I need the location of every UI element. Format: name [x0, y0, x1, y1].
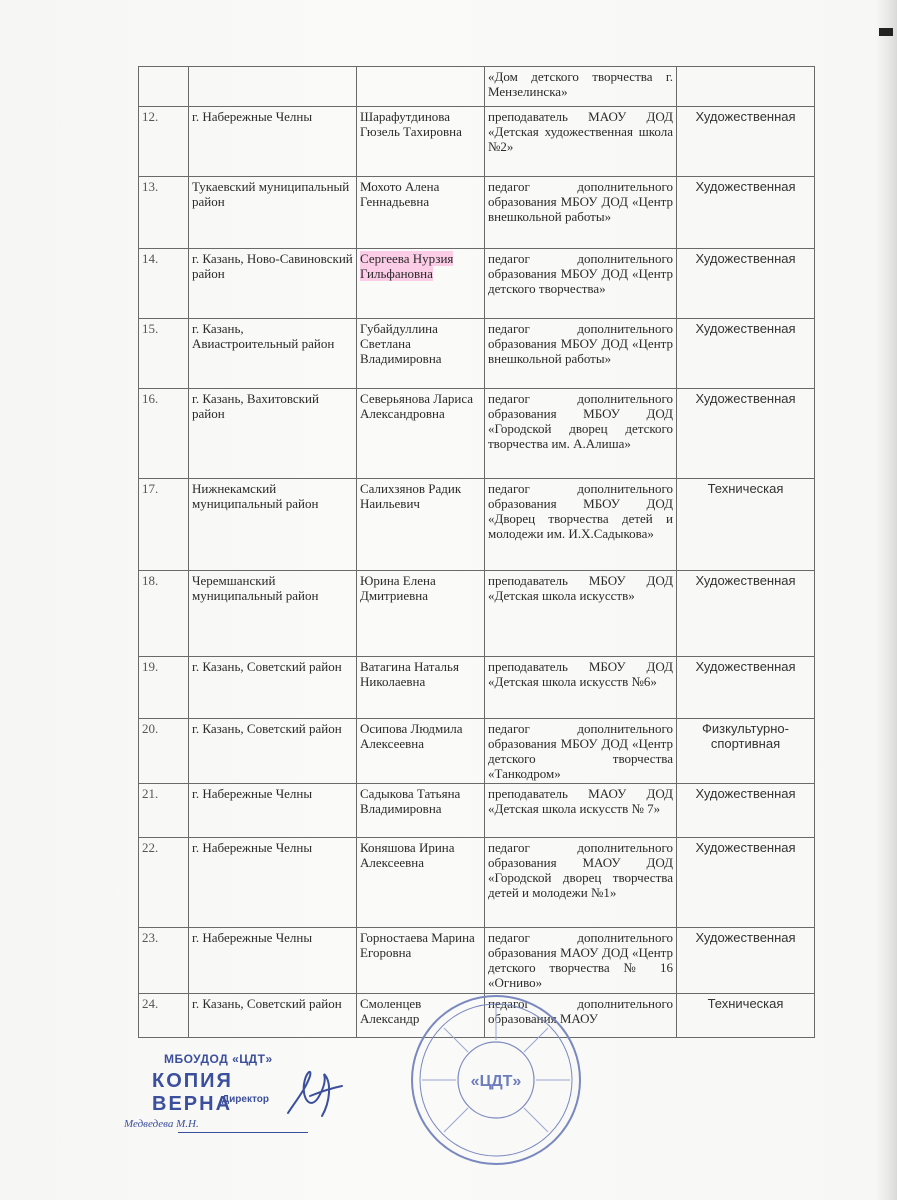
row-number [139, 657, 189, 719]
row-district [189, 657, 357, 719]
row-person-name-text: Мохото Алена Геннадьевна [360, 179, 440, 209]
round-seal-icon [408, 992, 584, 1168]
participants-table-body [139, 67, 815, 1038]
row-person-name [357, 784, 485, 838]
row-position-organization [485, 928, 677, 994]
row-direction [677, 571, 815, 657]
row-person-name [357, 657, 485, 719]
row-district [189, 838, 357, 928]
table-row [139, 479, 815, 571]
row-district [189, 994, 357, 1038]
table-row [139, 249, 815, 319]
row-person-name-text: Северьянова Лариса Александровна [360, 391, 474, 421]
row-direction-text: Художественная [695, 786, 796, 801]
row-person-name [357, 177, 485, 249]
row-position-organization [485, 177, 677, 249]
row-position-organization-text: педагог дополнительного образования МБОУ ДОД «Центр детского творчества «Танкодром» [488, 721, 673, 781]
row-direction-text: Художественная [695, 179, 796, 194]
row-person-name [357, 249, 485, 319]
row-position-organization-text: педагог дополнительного образования МАОУ ДОД «Центр детского творчества № 16 «Огниво» [488, 930, 673, 990]
stamp-signer: Медведева М.Н. [124, 1118, 199, 1130]
row-direction [677, 479, 815, 571]
row-person-name [357, 479, 485, 571]
row-number-text: 20. [142, 721, 159, 736]
row-person-name-text: Губайдуллина Светлана Владимировна [360, 321, 442, 366]
row-number [139, 107, 189, 177]
row-person-name [357, 719, 485, 784]
stamp-title: КОПИЯ ВЕРНА [152, 1070, 233, 1115]
row-direction-text: Художественная [695, 321, 796, 336]
row-direction [677, 994, 815, 1038]
row-number-text: 16. [142, 391, 159, 406]
row-direction-text: Художественная [695, 573, 796, 588]
row-person-name-text: Салихзянов Радик Наильевич [360, 481, 462, 511]
table-row [139, 928, 815, 994]
table-row [139, 389, 815, 479]
scan-edge-mark [879, 28, 893, 36]
row-direction [677, 249, 815, 319]
row-person-name [357, 67, 485, 107]
row-position-organization [485, 107, 677, 177]
row-number-text: 21. [142, 786, 159, 801]
row-position-organization [485, 249, 677, 319]
row-person-name-text: Коняшова Ирина Алексеевна [360, 840, 455, 870]
table-row [139, 177, 815, 249]
row-direction [677, 319, 815, 389]
row-direction [677, 784, 815, 838]
row-person-name-text: Юрина Елена Дмитриевна [360, 573, 436, 603]
row-position-organization [485, 838, 677, 928]
row-number [139, 389, 189, 479]
row-direction [677, 838, 815, 928]
participants-table [138, 66, 815, 1038]
table-row [139, 657, 815, 719]
row-position-organization [485, 389, 677, 479]
row-district-text: г. Казань, Советский район [192, 659, 342, 674]
row-number-text: 13. [142, 179, 159, 194]
row-position-organization-text: педагог дополнительного образования МБОУ ДОД «Городской дворец детского творчества им. А.Алиша» [488, 391, 673, 451]
row-position-organization [485, 657, 677, 719]
row-direction [677, 67, 815, 107]
row-district-text: Тукаевский муниципальный район [192, 179, 350, 209]
table-row [139, 719, 815, 784]
row-position-organization-text: преподаватель МАОУ ДОД «Детская художественная школа №2» [488, 109, 673, 154]
row-number-text: 14. [142, 251, 159, 266]
table-row [139, 107, 815, 177]
row-position-organization-text: педагог дополнительного образования МАОУ ДОД «Городской дворец творчества детей и молодежи №1» [488, 840, 673, 900]
row-direction-text: Художественная [695, 659, 796, 674]
row-number [139, 177, 189, 249]
row-number-text: 22. [142, 840, 159, 855]
row-number [139, 784, 189, 838]
row-position-organization [485, 319, 677, 389]
row-person-name [357, 928, 485, 994]
row-direction-text: Физкультурно-спортивная [702, 721, 789, 751]
row-person-name [357, 107, 485, 177]
row-position-organization-text: педагог дополнительного образования МБОУ ДОД «Центр внешкольной работы» [488, 179, 673, 224]
row-district [189, 719, 357, 784]
row-person-name-text: Шарафутдинова Гюзель Тахировна [360, 109, 462, 139]
row-number [139, 479, 189, 571]
row-number-text: 15. [142, 321, 159, 336]
row-district-text: Нижнекамский муниципальный район [192, 481, 319, 511]
row-number [139, 994, 189, 1038]
row-district [189, 319, 357, 389]
row-number [139, 928, 189, 994]
row-direction-text: Художественная [695, 391, 796, 406]
row-district [189, 67, 357, 107]
row-position-organization-text: педагог дополнительного образования МБОУ ДОД «Дворец творчества детей и молодежи им. И.Х.Садыкова» [488, 481, 673, 541]
row-direction [677, 389, 815, 479]
row-district-text: Черемшанский муниципальный район [192, 573, 319, 603]
seal-center-text: «ЦДТ» [470, 1073, 522, 1090]
row-number [139, 838, 189, 928]
row-direction [677, 928, 815, 994]
row-district-text: г. Набережные Челны [192, 930, 313, 945]
row-district [189, 928, 357, 994]
row-position-organization [485, 571, 677, 657]
row-number-text: 17. [142, 481, 159, 496]
table-row [139, 838, 815, 928]
stamp-organization: МБОУДОД «ЦДТ» [164, 1052, 273, 1066]
row-person-name-text: Осипова Людмила Алексеевна [360, 721, 463, 751]
row-direction [677, 657, 815, 719]
stamp-position: Директор [222, 1094, 269, 1105]
table-row [139, 319, 815, 389]
row-number [139, 249, 189, 319]
row-direction [677, 719, 815, 784]
row-number [139, 571, 189, 657]
row-number [139, 67, 189, 107]
row-person-name [357, 319, 485, 389]
row-position-organization-text: преподаватель МАОУ ДОД «Детская школа искусств № 7» [488, 786, 673, 816]
row-number-text: 24. [142, 996, 159, 1011]
row-position-organization-text: педагог дополнительного образования МБОУ ДОД «Центр внешкольной работы» [488, 321, 673, 366]
row-district [189, 389, 357, 479]
row-person-name-text: Смоленцев Александр [360, 996, 422, 1026]
row-number [139, 319, 189, 389]
table-row [139, 571, 815, 657]
row-position-organization-text: педагог дополнительного образования МБОУ ДОД «Центр детского творчества» [488, 251, 673, 296]
row-direction-text: Техническая [707, 996, 784, 1011]
scan-edge-shadow [875, 0, 897, 1200]
row-number-text: 23. [142, 930, 159, 945]
row-person-name [357, 571, 485, 657]
row-direction [677, 107, 815, 177]
row-direction-text: Техническая [707, 481, 784, 496]
row-person-name [357, 389, 485, 479]
table-row [139, 784, 815, 838]
row-district-text: г. Казань, Советский район [192, 996, 342, 1011]
table-row [139, 67, 815, 107]
row-district [189, 249, 357, 319]
row-district-text: г. Набережные Челны [192, 786, 313, 801]
row-position-organization-text: педагог дополнительного образования МАОУ [488, 996, 673, 1026]
row-person-name-text: Сергеева Нурзия Гильфановна [360, 251, 454, 281]
row-person-name-text: Горностаева Марина Егоровна [360, 930, 475, 960]
row-position-organization-text: «Дом детского творчества г. Мензелинска» [488, 69, 673, 99]
row-district [189, 784, 357, 838]
row-district-text: г. Казань, Авиастроительный район [192, 321, 335, 351]
row-direction [677, 177, 815, 249]
row-number-text: 19. [142, 659, 159, 674]
row-position-organization [485, 479, 677, 571]
row-person-name [357, 838, 485, 928]
row-person-name-text: Ватагина Наталья Николаевна [360, 659, 459, 689]
row-position-organization [485, 784, 677, 838]
stamp-signature-line [178, 1132, 308, 1133]
row-district [189, 479, 357, 571]
row-position-organization [485, 719, 677, 784]
handwritten-signature-icon [280, 1058, 350, 1128]
row-district [189, 107, 357, 177]
row-direction-text: Художественная [695, 251, 796, 266]
row-position-organization-text: преподаватель МБОУ ДОД «Детская школа искусств» [488, 573, 673, 603]
row-number-text: 12. [142, 109, 159, 124]
row-district-text: г. Казань, Ново-Савиновский район [192, 251, 353, 281]
row-direction-text: Художественная [695, 109, 796, 124]
row-number-text: 18. [142, 573, 159, 588]
row-district [189, 571, 357, 657]
row-district-text: г. Набережные Челны [192, 109, 313, 124]
row-direction-text: Художественная [695, 930, 796, 945]
row-district-text: г. Казань, Советский район [192, 721, 342, 736]
row-number [139, 719, 189, 784]
row-position-organization-text: преподаватель МБОУ ДОД «Детская школа искусств №6» [488, 659, 673, 689]
row-position-organization [485, 67, 677, 107]
row-district [189, 177, 357, 249]
row-direction-text: Художественная [695, 840, 796, 855]
row-person-name-text: Садыкова Татьяна Владимировна [360, 786, 461, 816]
row-district-text: г. Набережные Челны [192, 840, 313, 855]
row-district-text: г. Казань, Вахитовский район [192, 391, 319, 421]
